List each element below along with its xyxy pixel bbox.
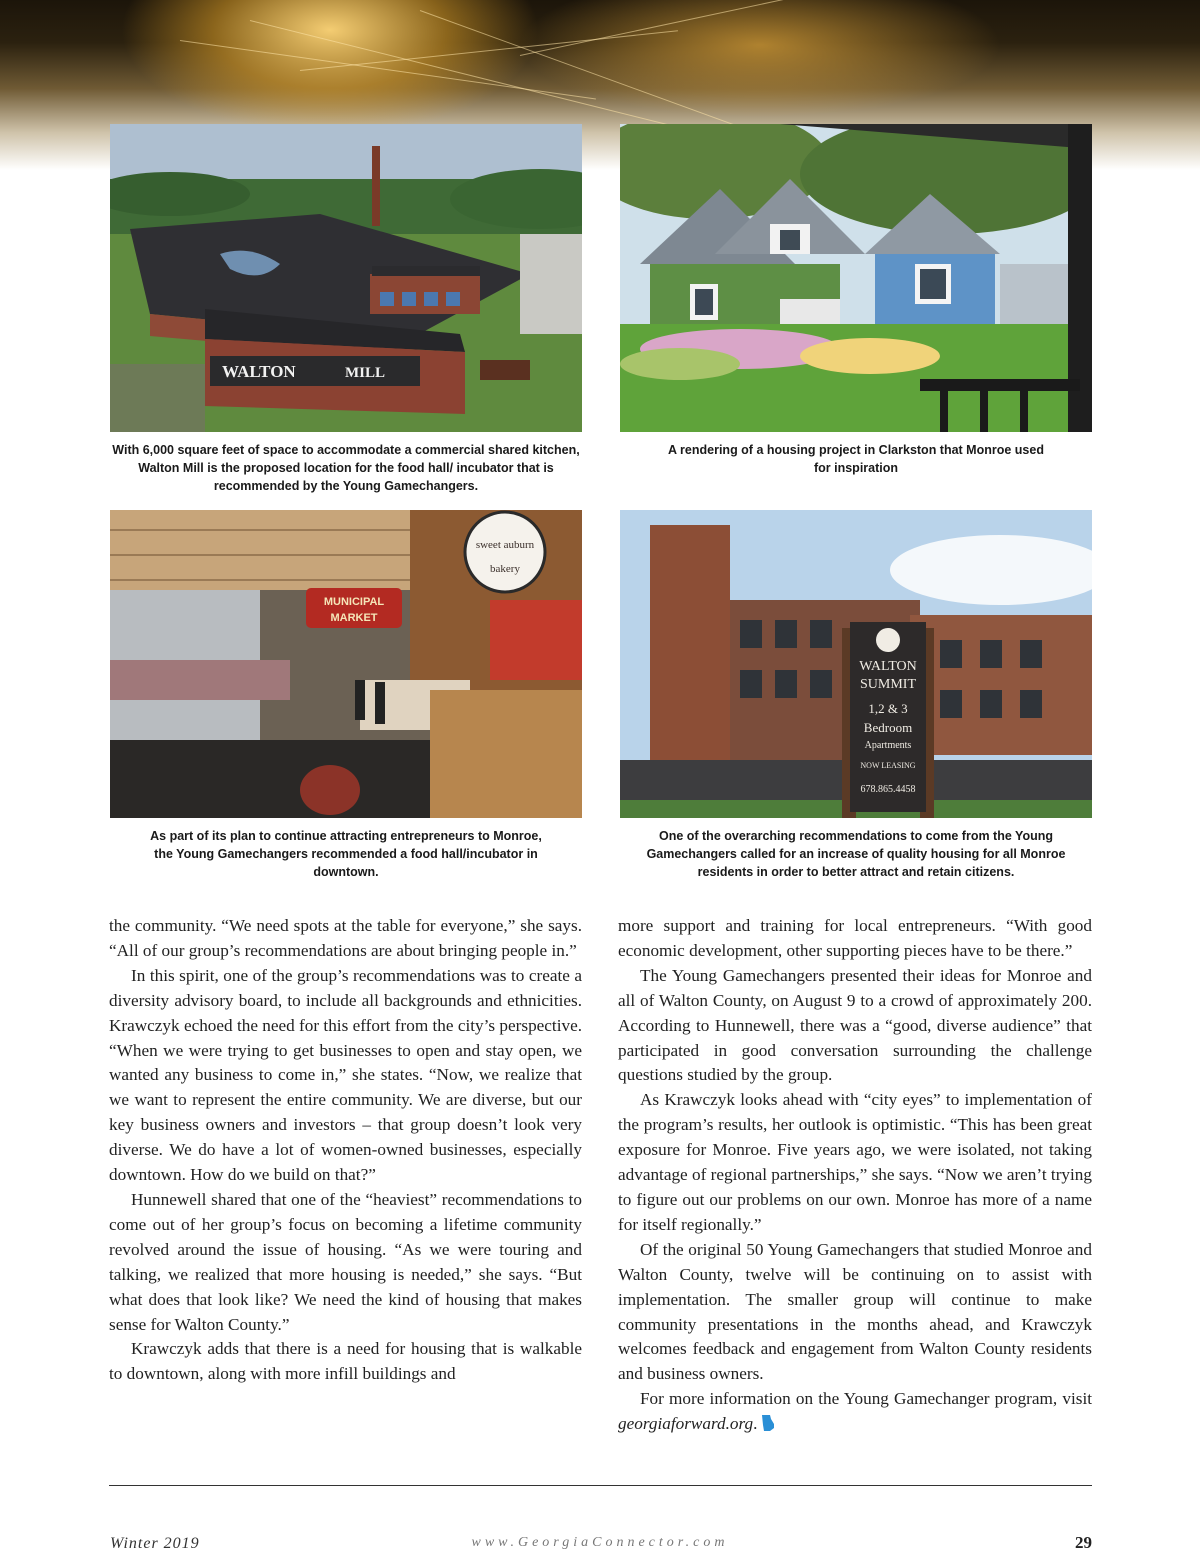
sign-walton: WALTON	[859, 659, 917, 674]
page-number: 29	[1075, 1533, 1092, 1552]
walton-mill-photo	[110, 124, 582, 432]
article-paragraph: In this spirit, one of the group’s recommendations was to create a diversity advisory board, to include all backgrounds and ethnicities. Krawczyk echoed the need for this effort from the city’s perspective. “When we were trying to get businesses to open and stay open, we wanted any business to come in,” she states. “Now, we realize that we want to represent the entire community. We are diverse, but our key business owners and investors – that group doesn’t look very diverse. We do have a lot of women-owned businesses, especially downtown. How do we build on that?”	[109, 965, 582, 1185]
walton-summit-photo	[620, 510, 1092, 818]
footer-issue: Winter 2019	[110, 1535, 200, 1552]
market-sign-market: MARKET	[330, 612, 378, 624]
article-right-column	[618, 914, 1092, 1437]
georgiaforward-link[interactable]: georgiaforward.org	[618, 1414, 754, 1434]
mill-sign-mill: MILL	[345, 365, 386, 381]
walton-summit-caption: One of the overarching recommendations to come from the Young Gamechangers called for an increase of quality housing for all Monroe residents in order to better attract and retain citizens.	[646, 829, 1066, 879]
bakery-sign-word: bakery	[490, 563, 520, 575]
sign-summit: SUMMIT	[859, 677, 917, 692]
article-paragraph: more support and training for local entrepreneurs. “With good economic development, other supporting pieces have to be there.”	[618, 916, 1092, 960]
clarkston-houses-caption: A rendering of a housing project in Clarkston that Monroe used for inspiration	[668, 443, 1044, 475]
article-paragraph: As Krawczyk looks ahead with “city eyes” to implementation of the program’s results, her outlook is optimistic. “This has been great exposure for Monroe. Five years ago, we were isolated, not taking advantage of regional partnerships,” she says. “Now we aren’t trying to figure out our problems on our own. Monroe has more of a name for itself regionally.”	[618, 1090, 1092, 1234]
market-sign-municipal: MUNICIPAL	[323, 596, 385, 608]
closing-text: For more information on the Young Gamechanger program, visit	[640, 1389, 1092, 1409]
sign-bedroom: Bedroom	[863, 720, 913, 735]
closing-period: .	[753, 1414, 758, 1434]
municipal-market-caption: As part of its plan to continue attracting entrepreneurs to Monroe, the Young Gamechangers recommended a food hall/incubator in downtown.	[150, 829, 542, 879]
article-paragraph: Of the original 50 Young Gamechangers that studied Monroe and Walton County, twelve will be continuing on to assist with implementation. The smaller group will continue to make community presentations in the months ahead, and Krawczyk welcomes feedback and engagement from Walton County residents and business owners.	[618, 1239, 1092, 1384]
walton-mill-caption: With 6,000 square feet of space to accommodate a commercial shared kitchen, Walton Mill is the proposed location for the food hall/ incubator that is recommended by the Young Gamechangers.	[112, 443, 580, 493]
sign-bedroom-count: 1,2 & 3	[868, 701, 908, 716]
sign-phone: 678.865.4458	[860, 784, 916, 795]
article-left-column	[109, 914, 582, 1387]
article-paragraph: Hunnewell shared that one of the “heaviest” recommendations to come out of her group’s focus on becoming a lifetime community revolved around the issue of housing. “As we were touring and talking, we realized that more housing is needed,” she says. “But what does that look like? We need the kind of housing that makes sense for Walton County.”	[109, 1189, 582, 1334]
footer-rule	[109, 1485, 1092, 1486]
sign-now-leasing: NOW LEASING	[860, 761, 916, 770]
article-paragraph: The Young Gamechangers presented their ideas for Monroe and all of Walton County, on August 9 to a crowd of approximately 200. According to Hunnewell, there was a “good, diverse audience” that participated in good conversation surrounding the challenge questions studied by the group.	[618, 965, 1092, 1085]
article-paragraph: the community. “We need spots at the table for everyone,” she says. “All of our group’s recommendations are about bringing people in.”	[109, 916, 582, 960]
clarkston-houses-rendering	[620, 124, 1092, 432]
municipal-market-photo	[110, 510, 582, 818]
georgia-state-icon	[761, 1415, 775, 1431]
article-paragraph: Krawczyk adds that there is a need for housing that is walkable to downtown, along with more infill buildings and	[109, 1339, 582, 1384]
article-closing-paragraph	[618, 1387, 1092, 1437]
mill-sign-walton: WALTON	[222, 362, 296, 381]
bakery-sign-name: sweet auburn	[475, 539, 535, 551]
sign-apartments: Apartments	[864, 740, 912, 751]
footer-website: www.GeorgiaConnector.com	[471, 1535, 729, 1550]
